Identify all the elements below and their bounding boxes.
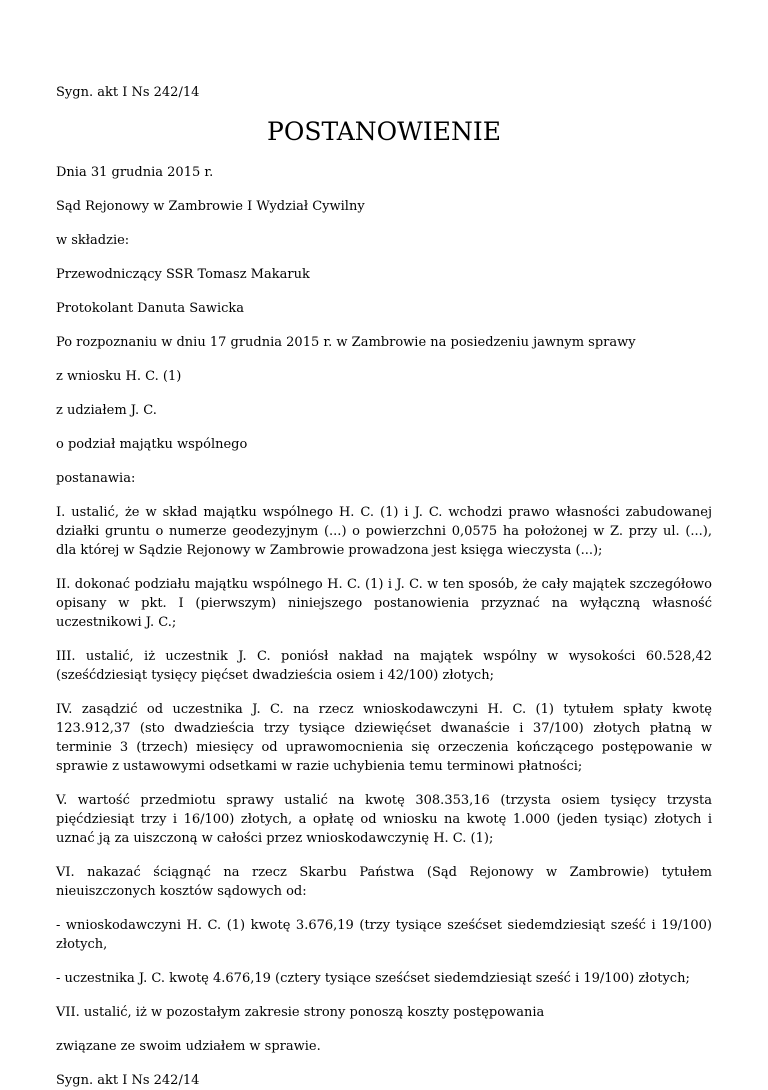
ruling-point-5: V. wartość przedmiotu sprawy ustalić na kwotę 308.353,16 (trzysta osiem tysięcy trzysta pięćdziesiąt trzy i 16/100) złotych, a opłatę od wniosku na kwotę 1.000 (jeden tysiąc) złotych i uznać ją za uiszczoną w całości przez wnioskodawczynię H. C. (1); (56, 793, 712, 846)
ruling-point-2: II. dokonać podziału majątku wspólnego H. C. (1) i J. C. w ten sposób, że cały majątek szczegółowo opisany w pkt. I (pierwszym) niniejszego postanowienia przyznać na wyłączną własność uczestnikowi J. C.; (56, 577, 712, 630)
date-line: Dnia 31 grudnia 2015 r. (56, 165, 214, 180)
applicant-line: z wniosku H. C. (1) (56, 369, 182, 384)
ruling-point-4: IV. zasądzić od uczestnika J. C. na rzecz wnioskodawczyni H. C. (1) tytułem spłaty kwotę 123.912,37 (sto dwadzieścia trzy tysiące dziewięćset dwanaście i 37/100) złotych płatną w terminie 3 (trzech) miesięcy od uprawomocnienia się orzeczenia kończącego postępowanie w sprawie z ustawowymi odsetkami w razie uchybienia temu terminowi płatności; (56, 702, 712, 774)
ruling-point-7-continued: związane ze swoim udziałem w sprawie. (56, 1039, 321, 1054)
court-name: Sąd Rejonowy w Zambrowie I Wydział Cywilny (56, 199, 365, 214)
decision-intro: postanawia: (56, 471, 136, 486)
ruling-point-6: VI. nakazać ściągnąć na rzecz Skarbu Państwa (Sąd Rejonowy w Zambrowie) tytułem nieuiszczonych kosztów sądowych od: (56, 865, 712, 899)
document-title: POSTANOWIENIE (267, 117, 501, 146)
composition-label: w składzie: (56, 233, 130, 248)
ruling-point-3: III. ustalić, iż uczestnik J. C. poniósł nakład na majątek wspólny w wysokości 60.528,42 (sześćdziesiąt tysięcy pięćset dwadzieścia osiem i 42/100) złotych; (56, 649, 712, 683)
case-reference: Sygn. akt I Ns 242/14 (56, 85, 200, 100)
cost-item-applicant: - wnioskodawczyni H. C. (1) kwotę 3.676,19 (trzy tysiące sześćset siedemdziesiąt sześć i 19/100) złotych, (56, 918, 712, 952)
ruling-point-7: VII. ustalić, iż w pozostałym zakresie strony ponoszą koszty postępowania (56, 1005, 545, 1020)
hearing-line: Po rozpoznaniu w dniu 17 grudnia 2015 r. w Zambrowie na posiedzeniu jawnym sprawy (56, 335, 636, 350)
participant-line: z udziałem J. C. (56, 403, 157, 418)
clerk-line: Protokolant Danuta Sawicka (56, 301, 245, 316)
cost-item-participant: - uczestnika J. C. kwotę 4.676,19 (cztery tysiące sześćset siedemdziesiąt sześć i 19/100) złotych; (56, 971, 690, 986)
ruling-point-1: I. ustalić, że w skład majątku wspólnego H. C. (1) i J. C. wchodzi prawo własności zabudowanej działki gruntu o numerze geodezyjnym (...) o powierzchni 0,0575 ha położonej w Z. przy ul. (...), dla której w Sądzie Rejonowy w Zambrowie prowadzona jest księga wieczysta (...); (56, 505, 712, 558)
chair-line: Przewodniczący SSR Tomasz Makaruk (56, 267, 310, 282)
subject-line: o podział majątku wspólnego (56, 437, 248, 452)
case-reference-footer: Sygn. akt I Ns 242/14 (56, 1073, 200, 1088)
